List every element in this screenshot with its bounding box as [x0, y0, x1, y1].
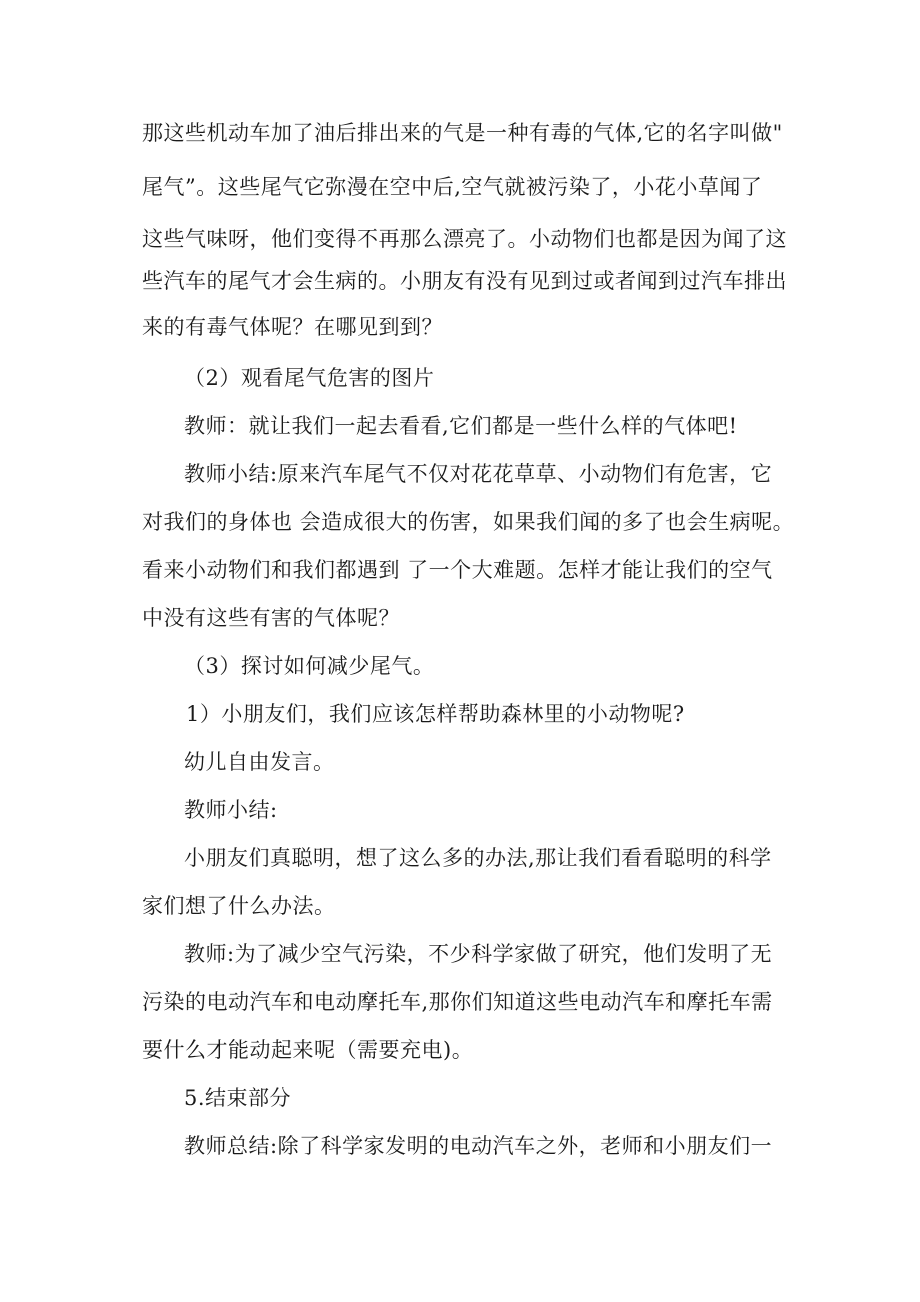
section-heading: 5.结束部分 [184, 1086, 292, 1110]
text-line: 来的有毒气体呢？在哪见到到？ [142, 315, 443, 339]
text-line: 中没有这些有害的气体呢？ [142, 606, 400, 630]
text-line: 污染的电动汽车和电动摩托车,那你们知道这些电动汽车和摩托车需 [142, 990, 773, 1014]
text-line: 教师小结: [184, 798, 278, 822]
text-line: 要什么才能动起来呢（需要充电)。 [142, 1038, 474, 1062]
text-line: 对我们的身体也 会造成很大的伤害，如果我们闻的多了也会生病呢。 [142, 510, 795, 534]
text-line: 这些气味呀，他们变得不再那么漂亮了。小动物们也都是因为闻了这 [142, 227, 787, 251]
text-line: 家们想了什么办法。 [142, 894, 336, 918]
section-heading: （3）探讨如何减少尾气。 [184, 654, 435, 678]
text-line: 幼儿自由发言。 [184, 750, 335, 774]
text-line: 些汽车的尾气才会生病的。小朋友有没有见到过或者闻到过汽车排出 [142, 269, 787, 293]
text-line: 教师:为了减少空气污染，不少科学家做了研究，他们发明了无 [184, 942, 773, 966]
text-line: 1）小朋友们，我们应该怎样帮助森林里的小动物呢? [186, 702, 685, 726]
text-line: 教师小结:原来汽车尾气不仅对花花草草、小动物们有危害，它 [184, 462, 773, 486]
text-line: 教师总结:除了科学家发明的电动汽车之外，老师和小朋友们一 [184, 1134, 773, 1158]
section-heading: （2）观看尾气危害的图片 [184, 366, 435, 390]
text-line: 看来小动物们和我们都遇到 了一个大难题。怎样才能让我们的空气 [142, 558, 773, 582]
text-line: 尾气”。这些尾气它弥漫在空中后,空气就被污染了，小花小草闻了 [142, 175, 763, 199]
text-line: 教师：就让我们一起去看看,它们都是一些什么样的气体吧! [184, 414, 738, 438]
text-line: 那这些机动车加了油后排出来的气是一种有毒的气体,它的名字叫做" [142, 121, 783, 145]
text-line: 小朋友们真聪明，想了这么多的办法,那让我们看看聪明的科学 [184, 846, 772, 870]
